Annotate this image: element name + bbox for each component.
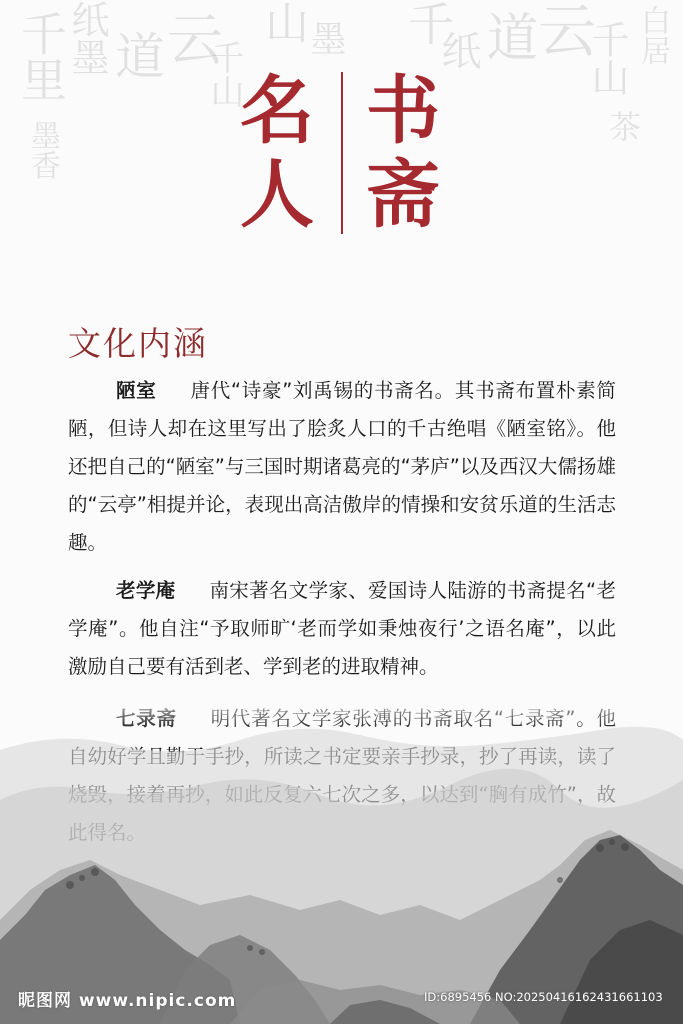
calligraphy-background: 千里 纸墨 道 云 千山 山 墨 千 纸 道 云 千山 白居 墨香 茶: [14, 0, 670, 180]
entry-lou-shi: [68, 372, 616, 562]
title-char-ren: 人: [240, 152, 314, 238]
title-char-ming: 名: [240, 68, 314, 154]
entry-lao-xue-an: [68, 572, 616, 686]
entry-name: 老学庵: [116, 579, 176, 602]
entry-text: 南宋著名文学家、爱国诗人陆游的书斋提名“老学庵”。他自注“予取师旷‘老而学如秉烛夜行’之语名庵”，以此激励自己要有活到老、学到老的进取精神。: [68, 579, 616, 678]
watermark-id: ID:6895456 NO:20250416162431661103: [424, 990, 663, 1004]
entry-name: 陋室: [116, 379, 157, 402]
ink-landscape-illustration: [0, 690, 683, 1024]
section-heading: 文化内涵: [68, 324, 208, 363]
title-char-zhai: 斋: [366, 152, 440, 238]
entry-text: 唐代“诗豪”刘禹锡的书斋名。其书斋布置朴素简陋，但诗人却在这里写出了脍炙人口的千古绝唱《陋室铭》。他还把自己的“陋室”与三国时期诸葛亮的“茅庐”以及西汉大儒扬雄的“云亭”相提并论，表现出高洁傲岸的情操和安贫乐道的生活志趣。: [68, 379, 616, 554]
title-divider: [341, 72, 343, 234]
title-char-shu: 书: [366, 68, 440, 154]
watermark-site: 昵图网 www.nipic.com: [18, 991, 237, 1011]
